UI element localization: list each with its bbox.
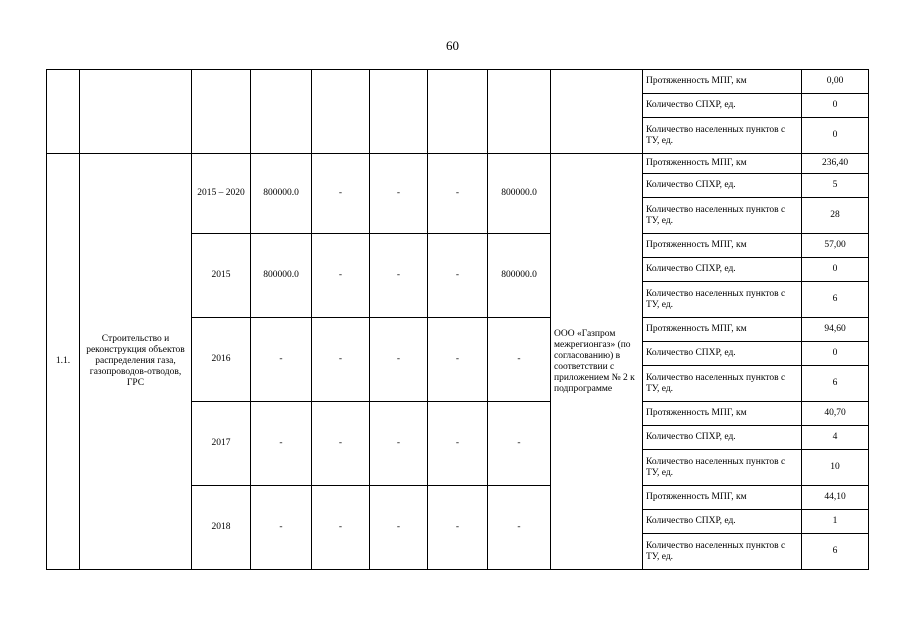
period: 2018 [192, 486, 251, 570]
source-2: - [370, 234, 428, 318]
source-4: - [488, 402, 551, 486]
indicator-label: Количество СПХР, ед. [643, 426, 802, 450]
total: - [251, 486, 312, 570]
indicator-value: 40,70 [802, 402, 869, 426]
executor: ООО «Газпром межрегионгаз» (по согласованию) в соответствии с приложением № 2 к подпрограмме [551, 154, 643, 570]
indicator-value: 5 [802, 174, 869, 198]
indicator-value: 0,00 [802, 70, 869, 94]
source-1: - [312, 154, 370, 234]
source-3: - [428, 402, 488, 486]
indicator-value: 6 [802, 282, 869, 318]
program-table [46, 69, 869, 570]
source-3: - [428, 234, 488, 318]
period: 2017 [192, 402, 251, 486]
indicator-value: 4 [802, 426, 869, 450]
page-number: 60 [446, 38, 459, 53]
measure-name: Строительство и реконструкция объектов распределения газа, газопроводов-отводов, ГРС [80, 154, 192, 570]
indicator-label: Количество населенных пунктов с ТУ, ед. [643, 450, 802, 486]
indicator-label: Количество населенных пунктов с ТУ, ед. [643, 282, 802, 318]
indicator-value: 0 [802, 118, 869, 154]
total: 800000.0 [251, 154, 312, 234]
indicator-value: 1 [802, 510, 869, 534]
indicator-label: Протяженность МПГ, км [643, 154, 802, 174]
source-4: - [488, 486, 551, 570]
source-3: - [428, 318, 488, 402]
indicator-value: 44,10 [802, 486, 869, 510]
source-2: - [370, 154, 428, 234]
indicator-value: 6 [802, 534, 869, 570]
source-1: - [312, 234, 370, 318]
indicator-label: Количество населенных пунктов с ТУ, ед. [643, 366, 802, 402]
source-1: - [312, 486, 370, 570]
indicator-value: 236,40 [802, 154, 869, 174]
indicator-label: Количество населенных пунктов с ТУ, ед. [643, 534, 802, 570]
indicator-label: Количество СПХР, ед. [643, 174, 802, 198]
indicator-label: Количество СПХР, ед. [643, 342, 802, 366]
source-2: - [370, 402, 428, 486]
source-4: - [488, 318, 551, 402]
indicator-label: Количество СПХР, ед. [643, 94, 802, 118]
period: 2016 [192, 318, 251, 402]
indicator-value: 28 [802, 198, 869, 234]
indicator-label: Протяженность МПГ, км [643, 486, 802, 510]
indicator-label: Протяженность МПГ, км [643, 234, 802, 258]
indicator-label: Количество населенных пунктов с ТУ, ед. [643, 198, 802, 234]
source-3: - [428, 486, 488, 570]
row-number: 1.1. [47, 154, 80, 570]
source-2: - [370, 486, 428, 570]
source-3: - [428, 154, 488, 234]
indicator-label: Протяженность МПГ, км [643, 318, 802, 342]
indicator-label: Количество СПХР, ед. [643, 258, 802, 282]
indicator-value: 0 [802, 94, 869, 118]
period: 2015 [192, 234, 251, 318]
total: 800000.0 [251, 234, 312, 318]
source-4: 800000.0 [488, 154, 551, 234]
source-4: 800000.0 [488, 234, 551, 318]
indicator-value: 0 [802, 342, 869, 366]
total: - [251, 318, 312, 402]
source-1: - [312, 402, 370, 486]
indicator-value: 94,60 [802, 318, 869, 342]
source-2: - [370, 318, 428, 402]
table-row [47, 70, 869, 94]
indicator-value: 57,00 [802, 234, 869, 258]
total: - [251, 402, 312, 486]
period: 2015 – 2020 [192, 154, 251, 234]
indicator-label: Протяженность МПГ, км [643, 402, 802, 426]
indicator-value: 10 [802, 450, 869, 486]
indicator-label: Количество СПХР, ед. [643, 510, 802, 534]
indicator-value: 6 [802, 366, 869, 402]
indicator-label: Протяженность МПГ, км [643, 70, 802, 94]
source-1: - [312, 318, 370, 402]
indicator-value: 0 [802, 258, 869, 282]
table-row [47, 154, 869, 174]
indicator-label: Количество населенных пунктов с ТУ, ед. [643, 118, 802, 154]
